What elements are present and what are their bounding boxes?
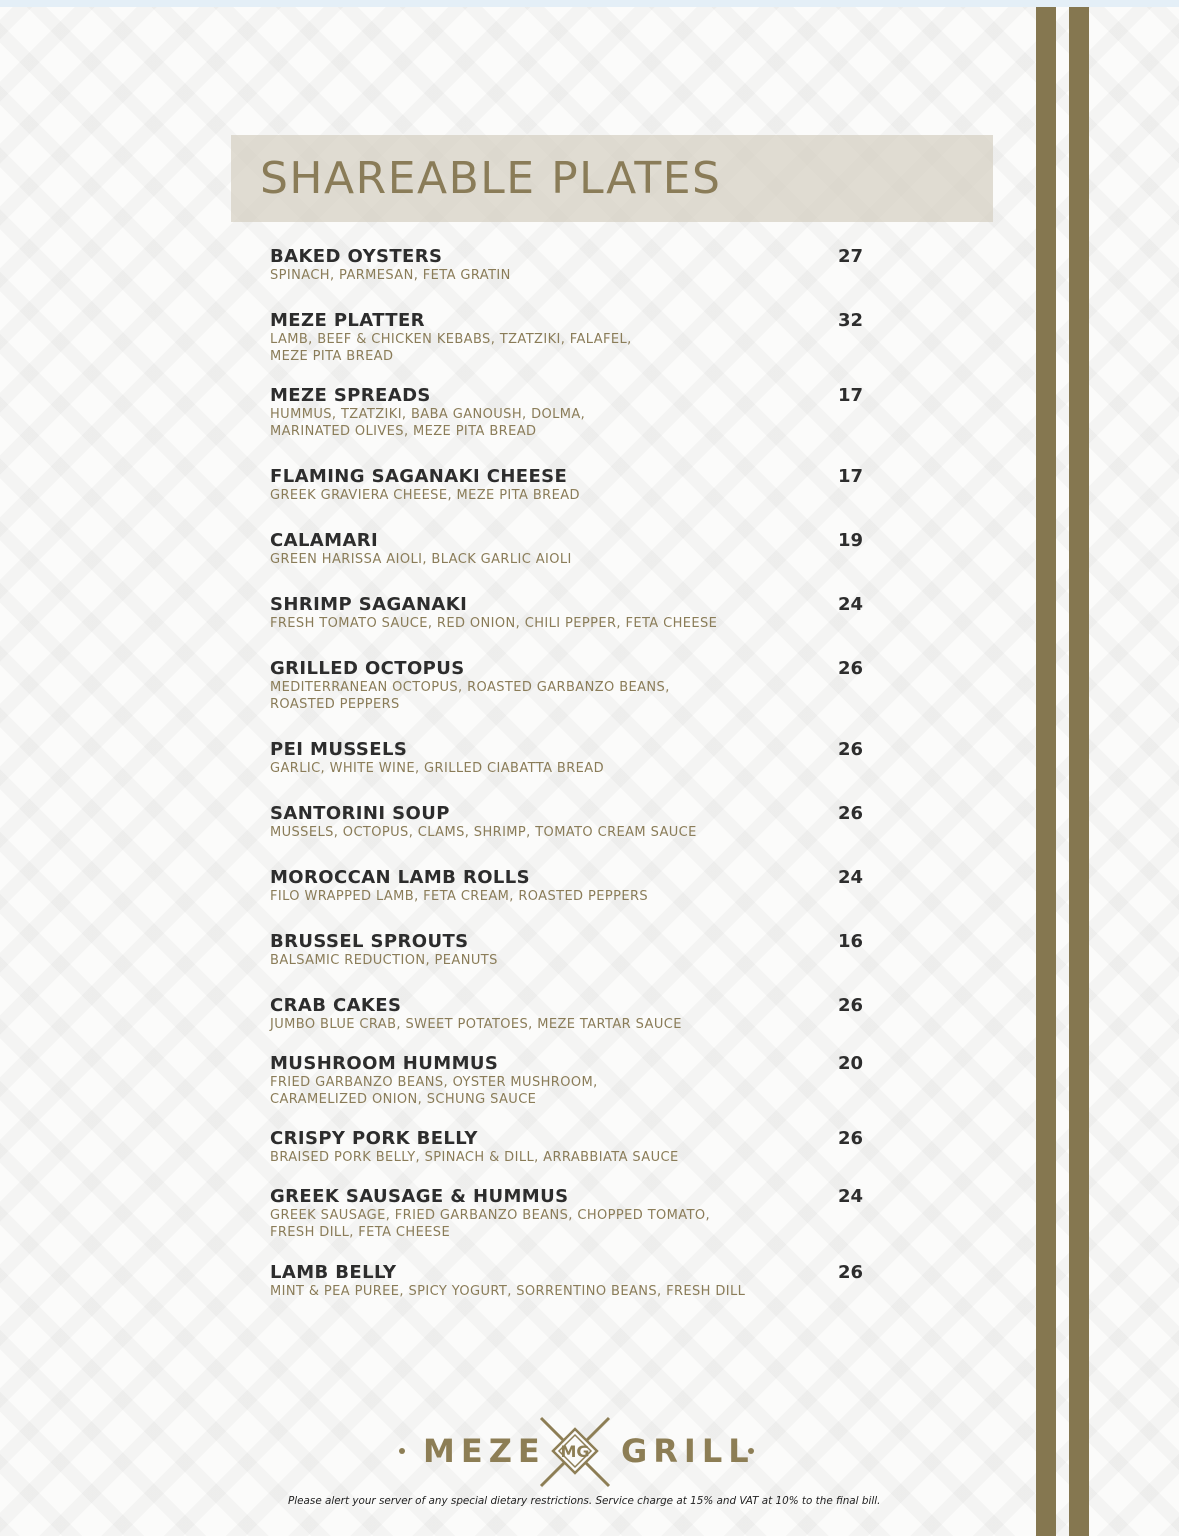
item-price: 26 <box>838 995 864 1016</box>
item-description: BALSAMIC REDUCTION, PEANUTS <box>270 953 498 968</box>
item-name: LAMB BELLY <box>270 1262 397 1283</box>
item-name: BRUSSEL SPROUTS <box>270 931 469 952</box>
item-name: GREEK SAUSAGE & HUMMUS <box>270 1186 569 1207</box>
section-header <box>231 135 993 222</box>
item-description: FILO WRAPPED LAMB, FETA CREAM, ROASTED PEPPERS <box>270 889 649 904</box>
item-description: FRIED GARBANZO BEANS, OYSTER MUSHROOM, CARAMELIZED ONION, SCHUNG SAUCE <box>270 1075 598 1107</box>
item-name: CALAMARI <box>270 530 379 551</box>
item-description: BRAISED PORK BELLY, SPINACH & DILL, ARRABBIATA SAUCE <box>270 1150 679 1165</box>
item-name: SANTORINI SOUP <box>270 803 450 824</box>
item-name: CRAB CAKES <box>270 995 402 1016</box>
item-price: 24 <box>838 594 864 615</box>
item-description: HUMMUS, TZATZIKI, BABA GANOUSH, DOLMA, MARINATED OLIVES, MEZE PITA BREAD <box>270 407 586 439</box>
item-price: 24 <box>838 867 864 888</box>
item-description: GREEK SAUSAGE, FRIED GARBANZO BEANS, CHOPPED TOMATO, FRESH DILL, FETA CHEESE <box>270 1208 711 1240</box>
item-price: 16 <box>838 931 864 952</box>
item-description: MEDITERRANEAN OCTOPUS, ROASTED GARBANZO BEANS, ROASTED PEPPERS <box>270 680 670 712</box>
item-price: 24 <box>838 1186 864 1207</box>
item-price: 26 <box>838 1262 864 1283</box>
gold-stripe-right <box>1069 7 1089 1536</box>
item-description: SPINACH, PARMESAN, FETA GRATIN <box>270 268 511 283</box>
item-description: JUMBO BLUE CRAB, SWEET POTATOES, MEZE TARTAR SAUCE <box>270 1017 682 1032</box>
item-description: FRESH TOMATO SAUCE, RED ONION, CHILI PEPPER, FETA CHEESE <box>270 616 718 631</box>
item-description: GARLIC, WHITE WINE, GRILLED CIABATTA BREAD <box>270 761 604 776</box>
item-description: GREEN HARISSA AIOLI, BLACK GARLIC AIOLI <box>270 552 572 567</box>
top-strip <box>0 0 1179 7</box>
footnote: Please alert your server of any special dietary restrictions. Service charge at 15% and VAT at 10% to the final bill. <box>288 1495 881 1507</box>
item-name: CRISPY PORK BELLY <box>270 1128 478 1149</box>
item-price: 20 <box>838 1053 864 1074</box>
logo-word-meze: MEZE <box>423 1432 546 1470</box>
item-name: MOROCCAN LAMB ROLLS <box>270 867 531 888</box>
item-name: BAKED OYSTERS <box>270 246 443 267</box>
item-name: GRILLED OCTOPUS <box>270 658 465 679</box>
item-name: MUSHROOM HUMMUS <box>270 1053 499 1074</box>
item-description: MUSSELS, OCTOPUS, CLAMS, SHRIMP, TOMATO CREAM SAUCE <box>270 825 697 840</box>
logo-monogram: MG <box>560 1442 590 1461</box>
item-price: 26 <box>838 1128 864 1149</box>
logo-word-grill: GRILL <box>621 1432 755 1470</box>
item-price: 26 <box>838 658 864 679</box>
item-price: 19 <box>838 530 864 551</box>
meze-grill-logo <box>395 1412 765 1492</box>
item-price: 27 <box>838 246 864 267</box>
item-name: MEZE SPREADS <box>270 385 431 406</box>
item-price: 17 <box>838 466 864 487</box>
item-price: 32 <box>838 310 864 331</box>
item-price: 26 <box>838 803 864 824</box>
gold-stripe-left <box>1036 7 1056 1536</box>
item-price: 17 <box>838 385 864 406</box>
item-description: GREEK GRAVIERA CHEESE, MEZE PITA BREAD <box>270 488 580 503</box>
section-title: SHAREABLE PLATES <box>260 153 722 204</box>
item-name: FLAMING SAGANAKI CHEESE <box>270 466 568 487</box>
item-description: LAMB, BEEF & CHICKEN KEBABS, TZATZIKI, FALAFEL, MEZE PITA BREAD <box>270 332 632 364</box>
menu-page <box>0 7 1179 1536</box>
item-description: MINT & PEA PUREE, SPICY YOGURT, SORRENTINO BEANS, FRESH DILL <box>270 1284 746 1299</box>
item-name: SHRIMP SAGANAKI <box>270 594 468 615</box>
item-name: MEZE PLATTER <box>270 310 425 331</box>
item-name: PEI MUSSELS <box>270 739 408 760</box>
item-price: 26 <box>838 739 864 760</box>
